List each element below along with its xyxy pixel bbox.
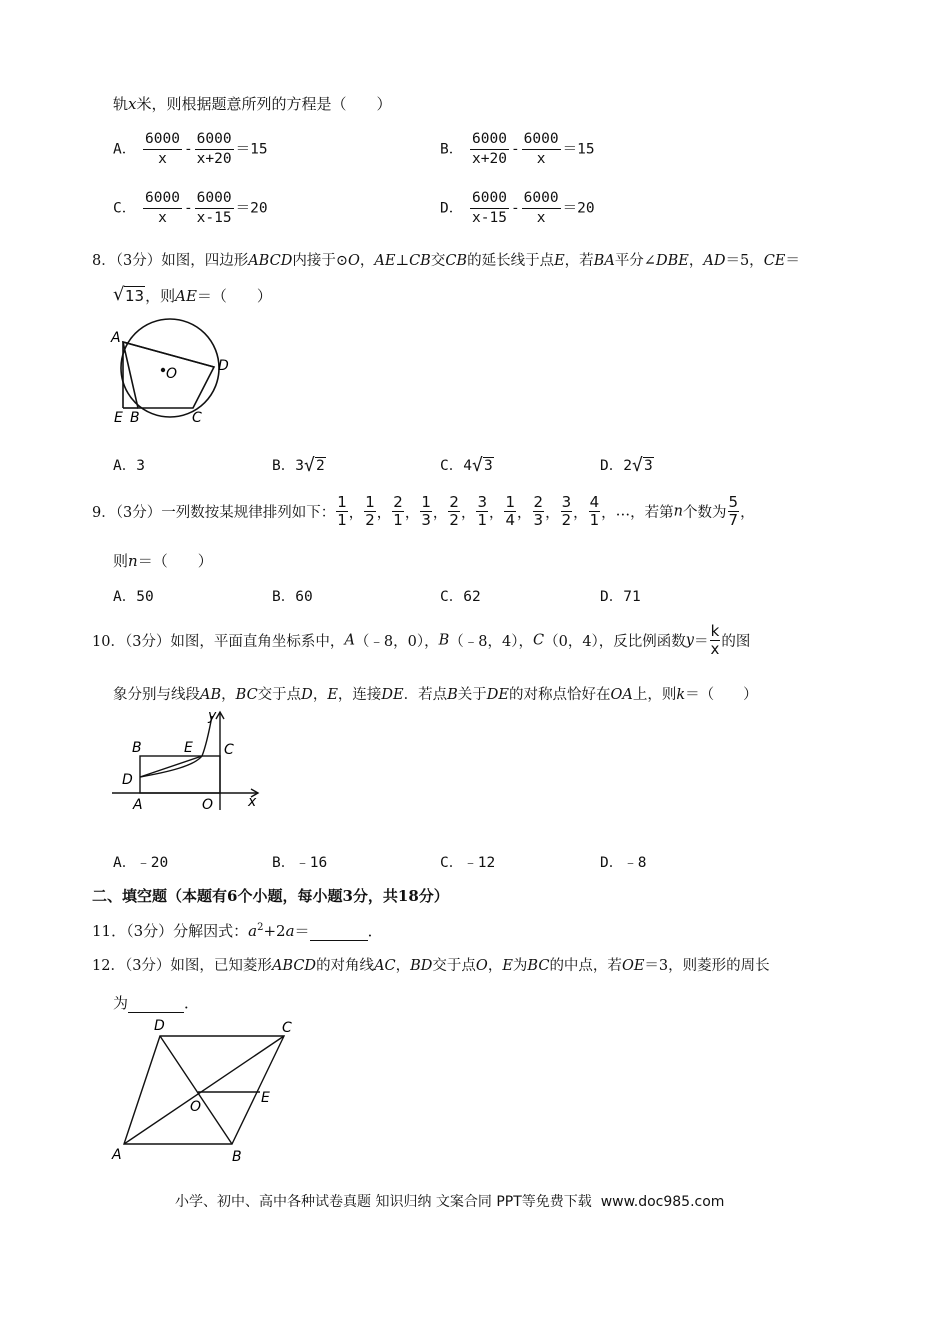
q8-figure bbox=[108, 318, 238, 426]
q9-separator: ， bbox=[404, 505, 420, 521]
q9-sequence-fraction: $\frac{4}{1}$ bbox=[589, 493, 600, 529]
q8-stem-line1: 8．（3分）如图，四边形ABCD内接于⊙O，AE⊥CB交CB的延长线于点E，若BA平分∠DBE，AD＝5，CE＝ bbox=[92, 253, 800, 269]
q10-option-b[interactable]: B．﹣16 bbox=[272, 855, 328, 871]
q12-label-b: B bbox=[232, 1149, 242, 1165]
q8-label-b: B bbox=[130, 410, 140, 426]
q9-sequence-fraction: $\frac{2}{3}$ bbox=[533, 493, 544, 529]
q7-option-a[interactable]: A． $\frac{6000}{x}$ - $\frac{6000}{x+20}$ ＝15 bbox=[113, 131, 268, 167]
q12-label-d: D bbox=[154, 1018, 165, 1034]
q12-stem-line2: 为 ． bbox=[113, 994, 200, 1012]
q9-sequence-fraction: $\frac{3}{1}$ bbox=[477, 493, 487, 529]
q8-label-d: D bbox=[218, 358, 229, 374]
q10-label-e: E bbox=[184, 740, 193, 756]
q8-label-e: E bbox=[114, 410, 123, 426]
q10-label-d: D bbox=[122, 772, 133, 788]
q10-stem-line2: 象分别与线段AB，BC交于点D，E，连接DE．若点B关于DE的对称点恰好在OA上，则k＝（ ） bbox=[113, 687, 758, 703]
q12-figure bbox=[108, 1014, 308, 1166]
q10-option-a[interactable]: A．﹣20 bbox=[113, 855, 169, 871]
q8-diag-ad bbox=[123, 342, 214, 367]
q8-option-b[interactable]: B．3 √ 2 bbox=[272, 455, 325, 476]
q12-answer-blank[interactable] bbox=[128, 994, 184, 1013]
q9-separator: ， bbox=[376, 505, 392, 521]
q10-hyperbola bbox=[140, 716, 212, 777]
footer-banner bbox=[175, 1191, 724, 1211]
q12-label-o: O bbox=[190, 1099, 202, 1115]
q7-option-b[interactable]: B． $\frac{6000}{x+20}$ - $\frac{6000}{x}$ ＝15 bbox=[440, 131, 595, 167]
q9-option-d[interactable]: D．71 bbox=[600, 589, 641, 605]
q9-separator: ， bbox=[601, 505, 616, 521]
section-heading-fill-in: 二、填空题（本题有6个小题，每小题3分，共18分） bbox=[92, 887, 449, 905]
q9-separator: ， bbox=[517, 505, 532, 521]
q9-target-fraction: $\frac{5}{7}$ bbox=[728, 493, 739, 529]
q12-label-e: E bbox=[261, 1090, 270, 1106]
q9-sequence-fraction: $\frac{1}{3}$ bbox=[421, 493, 431, 529]
q9-separator: ， bbox=[348, 505, 364, 521]
q9-option-a[interactable]: A．50 bbox=[113, 589, 154, 605]
q8-label-c: C bbox=[192, 410, 202, 426]
q12-stem-line1: 12．（3分）如图，已知菱形ABCD的对角线AC，BD交于点O，E为BC的中点，若OE＝3，则菱形的周长 bbox=[92, 958, 770, 974]
q9-option-c[interactable]: C．62 bbox=[440, 589, 481, 605]
q10-label-a: A bbox=[133, 797, 143, 813]
q8-label-a: A bbox=[111, 330, 121, 346]
q10-option-d[interactable]: D．﹣8 bbox=[600, 855, 647, 871]
q11-answer-blank[interactable] bbox=[310, 922, 368, 941]
footer-url[interactable]: www.doc985.com bbox=[600, 1194, 725, 1210]
q9-sequence-fraction: $\frac{1}{2}$ bbox=[365, 493, 375, 529]
q7-option-d[interactable]: D． $\frac{6000}{x-15}$ - $\frac{6000}{x}$ ＝20 bbox=[440, 190, 595, 226]
q8-option-a[interactable]: A．3 bbox=[113, 458, 145, 474]
q8-center-dot bbox=[161, 368, 165, 372]
q7-tail-line: 轨x米，则根据题意所列的方程是（ ） bbox=[113, 95, 392, 113]
q12-diag-bd bbox=[160, 1036, 232, 1144]
q10-stem-line1: 10．（3分）如图，平面直角坐标系中，A（﹣8，0），B（﹣8，4），C（0，4），反比例函数y＝ $\frac{k}{x}$ 的图 bbox=[92, 622, 751, 658]
q9-sequence-fraction: $\frac{1}{1}$ bbox=[337, 493, 347, 529]
q10-label-y: y bbox=[208, 708, 217, 724]
q9-separator: ， bbox=[432, 505, 448, 521]
q9-sequence bbox=[335, 493, 616, 529]
q10-label-c: C bbox=[224, 742, 234, 758]
q10-segment-de bbox=[140, 756, 202, 777]
q9-separator: ， bbox=[488, 505, 504, 521]
footer-text: 小学、初中、高中各种试卷真题 知识归纳 文案合同 PPT等免费下载 bbox=[175, 1194, 592, 1210]
q9-stem-line1: 9．（3分）一列数按某规律排列如下： $\frac{1}{1}$ ， $\frac{1}{2}$ ， $\frac{2}{1}$ ， $\frac{1}{3}$ ， $\frac{2}{2}$ ， $\frac{3}{1}$ ， $\frac{1}{4}$ ， $\frac{2}{3}$ ， $\frac{3}{2}$ ， $\frac{4}{1}$ ，…，若第n个数为 $\frac{5}{7}$ ， bbox=[92, 493, 755, 529]
q9-option-b[interactable]: B．60 bbox=[272, 589, 313, 605]
q12-diag-ac bbox=[124, 1036, 284, 1144]
q10-label-o: O bbox=[202, 797, 214, 813]
q8-option-c[interactable]: C．4 √ 3 bbox=[440, 455, 493, 476]
q7-option-c[interactable]: C． $\frac{6000}{x}$ - $\frac{6000}{x-15}$ ＝20 bbox=[113, 190, 268, 226]
q10-figure bbox=[108, 706, 268, 814]
q9-sequence-fraction: $\frac{3}{2}$ bbox=[561, 493, 572, 529]
q9-sequence-fraction: $\frac{2}{1}$ bbox=[393, 493, 403, 529]
q12-label-a: A bbox=[112, 1147, 122, 1163]
q11-stem: 11．（3分）分解因式：$a^2+2a=$ ． bbox=[92, 922, 383, 940]
q8-option-d[interactable]: D．2 √ 3 bbox=[600, 455, 653, 476]
q10-label-b: B bbox=[132, 740, 142, 756]
q9-separator: ， bbox=[573, 505, 588, 521]
q12-label-c: C bbox=[282, 1020, 292, 1036]
q10-option-c[interactable]: C．﹣12 bbox=[440, 855, 496, 871]
q9-separator: ， bbox=[460, 505, 476, 521]
q9-sequence-fraction: $\frac{2}{2}$ bbox=[449, 493, 459, 529]
q8-stem-line2: √ 13，则AE＝（ ） bbox=[113, 284, 272, 305]
q9-sequence-fraction: $\frac{1}{4}$ bbox=[505, 493, 516, 529]
q10-label-x: x bbox=[248, 794, 257, 810]
q9-stem-line2: 则n＝（ ） bbox=[113, 552, 213, 570]
q9-separator: ， bbox=[545, 505, 560, 521]
q10-k-fraction: $\frac{k}{x}$ bbox=[710, 622, 720, 658]
q8-label-o: O bbox=[166, 366, 178, 382]
